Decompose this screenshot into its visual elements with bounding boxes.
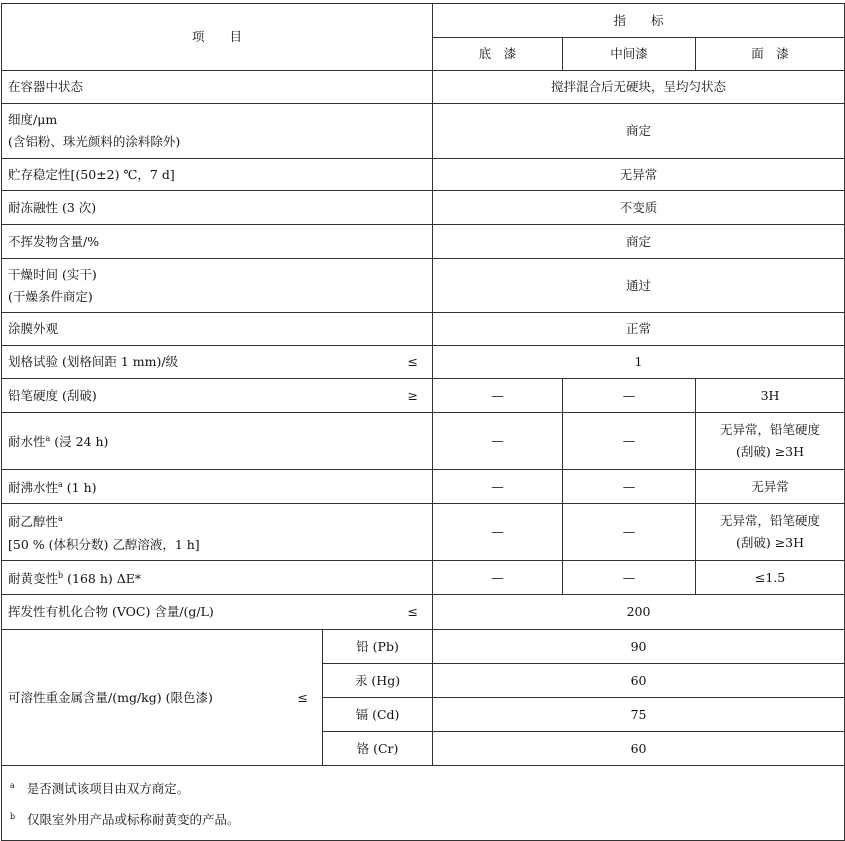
item-text: 可溶性重金属含量/(mg/kg) (限色漆)	[8, 689, 213, 705]
item	[2, 413, 433, 470]
value-line: 无异常，铅笔硬度	[720, 422, 821, 437]
value: ≤1.5	[696, 561, 845, 595]
item	[2, 630, 323, 766]
header-item: 项 目	[2, 4, 433, 71]
item: 耐冻融性 (3 次)	[2, 191, 433, 225]
symbol: ≤	[407, 354, 419, 369]
value: 60	[433, 664, 845, 698]
item	[2, 379, 433, 413]
footnote	[10, 803, 836, 834]
item	[2, 561, 433, 595]
item	[2, 504, 433, 561]
item-text: 划格试验 (划格间距 1 mm)/级	[8, 354, 179, 369]
item-text: 耐黄变性	[8, 571, 59, 587]
value-line: (刮破) ≥3H	[735, 444, 805, 459]
value-line: 无异常，铅笔硬度	[720, 513, 821, 528]
value: —	[563, 470, 696, 504]
value-line: (刮破) ≥3H	[735, 535, 805, 550]
value: 不变质	[433, 191, 845, 225]
value: —	[433, 413, 563, 470]
value: 3H	[696, 379, 845, 413]
header-topcoat: 面 漆	[696, 38, 845, 71]
header-intermediate: 中间漆	[563, 38, 696, 71]
metal-name: 铬 (Cr)	[323, 732, 433, 766]
value: 75	[433, 698, 845, 732]
item-text: 耐沸水性	[8, 480, 59, 496]
item-line: (干燥条件商定)	[8, 288, 93, 304]
value: 无异常	[696, 470, 845, 504]
item	[2, 104, 433, 159]
item	[2, 346, 433, 379]
footnote-mark: b	[58, 570, 64, 580]
item: 贮存稳定性[(50±2) ℃，7 d]	[2, 159, 433, 191]
item: 在容器中状态	[2, 71, 433, 104]
value: —	[563, 561, 696, 595]
header-indicator: 指 标	[433, 4, 845, 38]
value: —	[433, 470, 563, 504]
value: —	[563, 379, 696, 413]
item	[2, 259, 433, 313]
item-text: 挥发性有机化合物 (VOC) 含量/(g/L)	[8, 604, 214, 619]
footnote-mark: a	[45, 434, 51, 444]
item	[2, 595, 433, 630]
item-text: (168 h) ΔE*	[63, 571, 142, 587]
value: 通过	[433, 259, 845, 313]
item-text: (浸 24 h)	[50, 434, 109, 450]
value: —	[433, 504, 563, 561]
value: 60	[433, 732, 845, 766]
header-primer: 底 漆	[433, 38, 563, 71]
footnotes	[2, 766, 845, 841]
value: —	[433, 561, 563, 595]
metal-name: 镉 (Cd)	[323, 698, 433, 732]
value: 200	[433, 595, 845, 630]
symbol: ≤	[407, 604, 419, 619]
footnote-text: 仅限室外用产品或标称耐黄变的产品。	[27, 812, 240, 828]
item-text: (1 h)	[62, 480, 97, 496]
item: 涂膜外观	[2, 313, 433, 346]
value	[696, 413, 845, 470]
item: 不挥发物含量/%	[2, 225, 433, 259]
symbol: ≤	[297, 689, 308, 705]
value: 1	[433, 346, 845, 379]
value: 无异常	[433, 159, 845, 191]
value: —	[563, 413, 696, 470]
item-text: 耐水性	[8, 434, 46, 450]
value: —	[563, 504, 696, 561]
item-line: (含铝粉、珠光颜料的涂料除外)	[8, 134, 181, 149]
item-line: [50 % (体积分数) 乙醇溶液，1 h]	[8, 536, 200, 552]
symbol: ≥	[407, 387, 419, 403]
value: 90	[433, 630, 845, 664]
value: —	[433, 379, 563, 413]
item-line: 细度/μm	[8, 112, 58, 127]
item-text: 耐乙醇性	[8, 514, 59, 530]
item-line: 干燥时间 (实干)	[8, 266, 97, 282]
value: 商定	[433, 225, 845, 259]
value	[696, 504, 845, 561]
specification-table	[1, 3, 845, 841]
footnote-mark: b	[10, 812, 16, 822]
value: 商定	[433, 104, 845, 159]
metal-name: 铅 (Pb)	[323, 630, 433, 664]
footnote-mark: a	[58, 514, 63, 524]
metal-name: 汞 (Hg)	[323, 664, 433, 698]
item	[2, 470, 433, 504]
value: 正常	[433, 313, 845, 346]
footnote	[10, 772, 836, 803]
footnote-mark: a	[58, 479, 63, 489]
footnote-mark: a	[10, 781, 15, 790]
item-text: 铅笔硬度 (刮破)	[8, 387, 97, 403]
value: 搅拌混合后无硬块，呈均匀状态	[433, 71, 845, 104]
footnote-text: 是否测试该项目由双方商定。	[26, 781, 190, 797]
